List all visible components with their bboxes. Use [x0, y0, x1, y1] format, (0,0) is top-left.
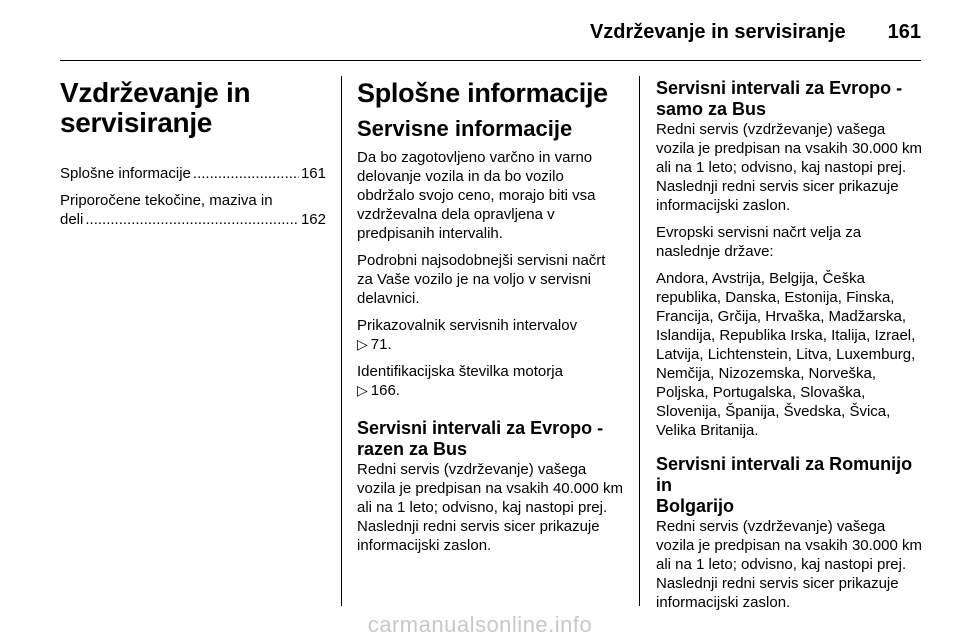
toc-leader	[193, 164, 299, 183]
toc-entry[interactable]	[60, 191, 326, 210]
country-list: Andora, Avstrija, Belgija, Češka republika, Danska, Estonija, Finska, Francija, Grčija, Hrvaška, Madžarska, Islandija, Republika Irska, Italija, Izrael, Latvija, Lichtenstein, Litva, Luxemburg, Nemčija, Nizozemska, Norveška, Poljska, Portugalska, Slovaška, Slovenija, Španija, Švedska, Švica, Velika Britanija.	[656, 270, 916, 439]
toc-page: 162	[300, 211, 326, 228]
watermark: carmanualsonline.info	[367, 612, 593, 637]
paragraph: Podrobni najsodobnejši servisni načrt za Vaše vozilo je na voljo v servisni delavnici.	[357, 252, 606, 307]
toc-label: Splošne informacije	[60, 165, 191, 182]
reference-arrow-icon: ▷	[357, 336, 368, 352]
header-rule	[60, 60, 921, 61]
chapter-title: Vzdrževanje in servisiranje	[60, 77, 251, 138]
paragraph: Redni servis (vzdrževanje) vašega vozila je predpisan na vsakih 30.000 km ali na 1 leto; odvisno, kaj nastopi prej. Naslednji redni servis sicer prikazuje informacijski zaslon.	[656, 121, 922, 214]
service-intervals-column	[656, 78, 922, 620]
paragraph: Evropski servisni načrt velja za naslednje države:	[656, 224, 862, 260]
cross-reference[interactable]: Prikazovalnik servisnih intervalov ▷ 71.	[357, 317, 578, 353]
paragraph: Da bo zagotovljeno varčno in varno delovanje vozila in da bo vozilo obdržalo svojo ceno, morajo biti vsa vzdrževalna dela opravljena v predpisanih intervalih.	[357, 149, 596, 242]
paragraph: Redni servis (vzdrževanje) vašega vozila je predpisan na vsakih 40.000 km ali na 1 leto; odvisno, kaj nastopi prej. Naslednji redni servis sicer prikazuje informacijski zaslon.	[357, 461, 623, 554]
toc-leader	[85, 210, 299, 229]
toc-label: Priporočene tekočine, maziva in	[60, 192, 273, 209]
subsection-title: Servisne informacije	[357, 116, 573, 141]
page-header	[0, 14, 921, 50]
heading-europe-bus: Servisni intervali za Evropo - samo za Bus	[656, 78, 903, 119]
page-number: 161	[887, 20, 921, 43]
column-divider	[341, 76, 342, 606]
general-info-column	[357, 78, 625, 563]
heading-romania-bulgaria: Servisni intervali za Romunijo in Bolgarijo	[656, 454, 913, 516]
chapter-column	[60, 78, 326, 237]
header-title: Vzdrževanje in servisiranje	[589, 20, 846, 43]
toc-label: deli	[60, 211, 84, 228]
column-divider	[639, 76, 640, 606]
toc-entry[interactable]	[60, 164, 326, 183]
heading-europe-no-bus: Servisni intervali za Evropo - razen za Bus	[357, 418, 604, 459]
reference-arrow-icon: ▷	[357, 382, 368, 398]
cross-reference[interactable]: Identifikacijska številka motorja ▷ 166.	[357, 363, 563, 399]
toc-page: 161	[300, 165, 326, 182]
section-title: Splošne informacije	[357, 78, 608, 108]
toc-entry-cont[interactable]	[60, 210, 326, 229]
paragraph: Redni servis (vzdrževanje) vašega vozila je predpisan na vsakih 30.000 km ali na 1 leto; odvisno, kaj nastopi prej. Naslednji redni servis sicer prikazuje informacijski zaslon.	[656, 518, 922, 611]
